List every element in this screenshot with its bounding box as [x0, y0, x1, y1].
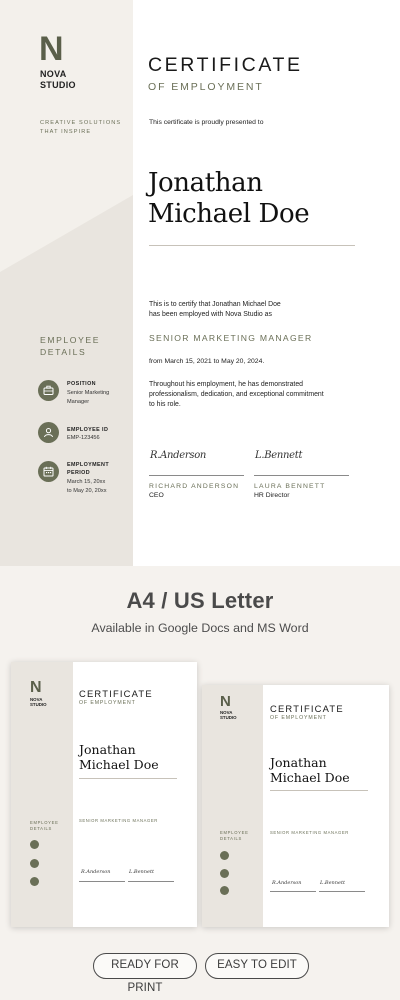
presented-text: This certificate is proudly presented to — [149, 119, 264, 126]
preview-us-brand-line2: STUDIO — [220, 715, 237, 720]
promo-subtitle: Available in Google Docs and MS Word — [91, 621, 309, 635]
period-value-line1: March 15, 20xx — [67, 479, 106, 485]
period-value — [67, 478, 133, 496]
preview-a4-title: CERTIFICATE — [79, 688, 153, 699]
preview-us-details-line2: DETAILS — [220, 836, 243, 841]
preview-us-signature-hr: L.Bennett — [320, 880, 345, 886]
preview-a4-sig-line-ceo — [79, 881, 125, 882]
recipient-name — [148, 168, 378, 230]
detail-employment-period — [38, 461, 133, 503]
tagline-line2: THAT INSPIRE — [40, 129, 92, 135]
brand-name-line2: STUDIO — [40, 80, 76, 90]
brand-tagline — [40, 119, 130, 137]
preview-us-divider — [270, 790, 368, 791]
recipient-name-line2: Michael Doe — [148, 199, 310, 229]
signature-hr: L.Bennett — [255, 450, 303, 461]
commendation-line1: Throughout his employment, he has demonstrated — [149, 381, 303, 388]
preview-a4 — [11, 662, 197, 927]
preview-us-subtitle: OF EMPLOYMENT — [270, 715, 327, 721]
preview-a4-details-title — [30, 820, 59, 832]
period-label — [67, 461, 133, 477]
preview-us-brand — [220, 710, 237, 720]
logo-mark: N — [39, 30, 64, 68]
preview-a4-brand-line2: STUDIO — [30, 702, 47, 707]
commendation-line3: to his role. — [149, 401, 181, 408]
signatory-name-hr: LAURA BENNETT — [254, 483, 326, 490]
promo-title: A4 / US Letter — [126, 588, 274, 613]
briefcase-icon — [38, 380, 59, 401]
position-value — [67, 389, 133, 407]
preview-a4-briefcase-icon — [30, 840, 39, 849]
preview-us-title: CERTIFICATE — [270, 703, 344, 714]
preview-a4-recipient-line1: Jonathan — [79, 742, 136, 757]
preview-a4-brand — [30, 697, 47, 707]
preview-a4-subtitle: OF EMPLOYMENT — [79, 700, 136, 706]
preview-us-signature-ceo: R.Anderson — [272, 880, 302, 886]
preview-a4-signature-ceo: R.Anderson — [81, 869, 111, 875]
certify-text — [149, 300, 369, 320]
recipient-divider — [149, 245, 355, 246]
preview-us-recipient-line1: Jonathan — [270, 755, 327, 770]
preview-a4-recipient — [79, 742, 159, 772]
certificate-title: CERTIFICATE — [148, 54, 303, 76]
preview-us-logo: N — [220, 693, 231, 710]
user-icon — [38, 422, 59, 443]
employee-details-title — [40, 334, 130, 358]
certificate-subtitle: OF EMPLOYMENT — [148, 81, 264, 93]
period-label-line1: EMPLOYMENT — [67, 462, 110, 468]
preview-a4-details-line2: DETAILS — [30, 826, 53, 831]
preview-us-user-icon — [220, 869, 229, 878]
brand-name — [40, 69, 100, 91]
employment-dates: from March 15, 2021 to May 20, 2024. — [149, 358, 265, 365]
preview-us-letter — [202, 685, 389, 927]
preview-us-brand-line1: NOVA — [220, 710, 233, 715]
signature-line-ceo — [149, 475, 244, 476]
commendation-text — [149, 380, 361, 410]
preview-us-position: SENIOR MARKETING MANAGER — [270, 830, 349, 835]
details-title-line1: EMPLOYEE — [40, 335, 101, 345]
period-label-line2: PERIOD — [67, 470, 91, 476]
employee-id-label: EMPLOYEE ID — [67, 427, 109, 433]
certify-line2: has been employed with Nova Studio as — [149, 311, 272, 318]
preview-us-sig-line-hr — [319, 891, 365, 892]
preview-a4-user-icon — [30, 859, 39, 868]
position-value-line1: Senior Marketing — [67, 390, 110, 396]
preview-a4-recipient-line2: Michael Doe — [79, 757, 159, 772]
preview-a4-position: SENIOR MARKETING MANAGER — [79, 818, 158, 823]
details-title-line2: DETAILS — [40, 347, 87, 357]
certify-line1: This is to certify that Jonathan Michael Doe — [149, 301, 281, 308]
easy-to-edit-button[interactable]: EASY TO EDIT — [205, 953, 309, 979]
preview-us-details-line1: EMPLOYEE — [220, 830, 249, 835]
preview-us-details-title — [220, 830, 249, 842]
signature-ceo: R.Anderson — [150, 450, 207, 461]
employee-id-value: EMP-123456 — [67, 435, 100, 441]
signatory-name-ceo: RICHARD ANDERSON — [149, 483, 240, 490]
preview-a4-sig-line-hr — [128, 881, 174, 882]
preview-us-sig-line-ceo — [270, 891, 316, 892]
position-title: SENIOR MARKETING MANAGER — [149, 333, 313, 343]
certificate-sidebar — [0, 0, 133, 566]
position-value-line2: Manager — [67, 399, 90, 405]
preview-us-sidebar — [202, 685, 263, 927]
preview-a4-brand-line1: NOVA — [30, 697, 43, 702]
ready-for-print-button[interactable]: READY FOR PRINT — [93, 953, 197, 979]
period-value-line2: to May 20, 20xx — [67, 488, 107, 494]
signatory-role-hr: HR Director — [254, 492, 290, 499]
brand-name-line1: NOVA — [40, 69, 67, 79]
signature-line-hr — [254, 475, 349, 476]
preview-a4-logo: N — [30, 679, 42, 696]
calendar-icon — [38, 461, 59, 482]
preview-us-recipient — [270, 755, 350, 785]
preview-a4-calendar-icon — [30, 877, 39, 886]
preview-a4-details-line1: EMPLOYEE — [30, 820, 59, 825]
commendation-line2: professionalism, dedication, and exceptional commitment — [149, 391, 324, 398]
preview-us-briefcase-icon — [220, 851, 229, 860]
preview-us-calendar-icon — [220, 886, 229, 895]
position-label: POSITION — [67, 381, 96, 387]
preview-a4-divider — [79, 778, 177, 779]
recipient-name-line1: Jonathan — [148, 168, 263, 198]
preview-us-recipient-line2: Michael Doe — [270, 770, 350, 785]
tagline-line1: CREATIVE SOLUTIONS — [40, 120, 122, 126]
signatory-role-ceo: CEO — [149, 492, 164, 499]
preview-a4-signature-hr: L.Bennett — [129, 869, 154, 875]
detail-position — [38, 380, 133, 410]
detail-employee-id — [38, 422, 133, 452]
